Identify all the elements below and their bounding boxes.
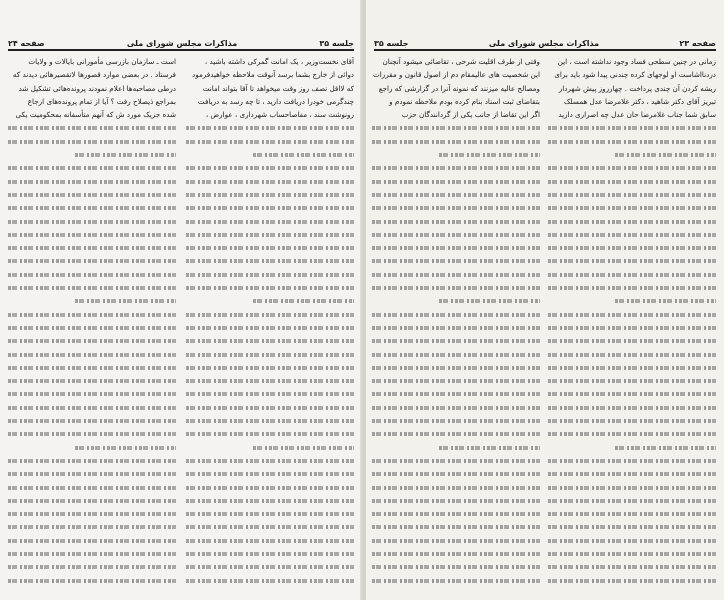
illegible-text-line bbox=[8, 441, 176, 454]
illegible-text-line bbox=[186, 215, 354, 228]
page-header bbox=[374, 34, 716, 48]
illegible-text-line bbox=[186, 427, 354, 440]
illegible-text-line bbox=[548, 560, 716, 573]
illegible-text-line bbox=[372, 387, 540, 400]
text-line: بتقاضای ثبت اسناد بنام کرده بودم ملاحظه نمودم و bbox=[389, 96, 540, 106]
illegible-text-line bbox=[548, 334, 716, 347]
page-header bbox=[8, 34, 354, 48]
illegible-text-line bbox=[186, 454, 354, 467]
illegible-text-line bbox=[186, 241, 354, 254]
header-rule bbox=[8, 49, 354, 51]
illegible-text-line bbox=[548, 427, 716, 440]
illegible-text-line bbox=[548, 441, 716, 454]
illegible-text-line bbox=[186, 507, 354, 520]
illegible-text-line bbox=[372, 215, 540, 228]
illegible-text-line bbox=[372, 281, 540, 294]
text-line: ومصالح عالیه میزنند که نمونه آنرا در گزارشی که راجع bbox=[378, 83, 540, 93]
illegible-text-line bbox=[186, 481, 354, 494]
text-line: چندگرمی خودرا دریافت دارید ، تا چه رسد به دریافت bbox=[197, 96, 354, 106]
illegible-text-line bbox=[372, 268, 540, 281]
illegible-text-line bbox=[186, 520, 354, 533]
illegible-text-line bbox=[186, 308, 354, 321]
illegible-text-line bbox=[372, 175, 540, 188]
text-column-right bbox=[186, 55, 354, 587]
illegible-text-line bbox=[372, 427, 540, 440]
illegible-text-line bbox=[8, 467, 176, 480]
illegible-text-line bbox=[372, 374, 540, 387]
text-line: است ـ سازمان بازرسی مأمورانی بایالات و ولایات bbox=[28, 57, 176, 66]
illegible-text-line bbox=[186, 467, 354, 480]
illegible-text-line bbox=[8, 481, 176, 494]
illegible-text-line bbox=[372, 494, 540, 507]
text-line: دوائی از خارج بشما برسد آنوقت ملاحظه خواهیدفرمود bbox=[192, 70, 354, 80]
illegible-text-line bbox=[372, 547, 540, 560]
text-column-left bbox=[372, 55, 540, 587]
illegible-text-line bbox=[372, 534, 540, 547]
illegible-text-line bbox=[548, 121, 716, 134]
illegible-text-line bbox=[8, 401, 176, 414]
illegible-text-line bbox=[372, 467, 540, 480]
illegible-text-line bbox=[372, 574, 540, 587]
text-line: شده جزیک مورد ش که آنهم متأسفانه بمحکومیت یکی bbox=[15, 110, 176, 120]
text-line: وقتی از طرف اقلیت شرحی ، تقاضائی میشود آنچنان bbox=[382, 57, 540, 66]
illegible-text-line bbox=[8, 201, 176, 214]
text-line: بمراجع ذیصلاح رفت ؟ آیا از تمام پرونده‌های ارجاع bbox=[27, 96, 176, 106]
text-line: زمانی در چنین سطحی فساد وجود نداشته است ، این bbox=[557, 57, 716, 66]
illegible-text-line bbox=[548, 268, 716, 281]
illegible-text-line bbox=[372, 507, 540, 520]
illegible-text-line bbox=[548, 308, 716, 321]
illegible-text-line bbox=[372, 334, 540, 347]
illegible-text-line bbox=[372, 361, 540, 374]
illegible-text-line bbox=[186, 374, 354, 387]
illegible-text-line bbox=[8, 148, 176, 161]
illegible-text-line bbox=[548, 215, 716, 228]
illegible-text-line bbox=[186, 135, 354, 148]
illegible-text-line bbox=[548, 414, 716, 427]
illegible-text-line bbox=[372, 201, 540, 214]
right-page bbox=[366, 0, 724, 600]
illegible-text-line bbox=[8, 507, 176, 520]
illegible-text-line bbox=[548, 574, 716, 587]
illegible-text-line bbox=[186, 441, 354, 454]
illegible-text-line bbox=[372, 228, 540, 241]
illegible-text-line bbox=[186, 188, 354, 201]
illegible-text-line bbox=[186, 121, 354, 134]
illegible-text-line bbox=[8, 427, 176, 440]
illegible-text-line bbox=[548, 175, 716, 188]
illegible-text-line bbox=[186, 148, 354, 161]
illegible-text-line bbox=[8, 135, 176, 148]
illegible-text-line bbox=[548, 494, 716, 507]
illegible-text-line bbox=[548, 321, 716, 334]
text-line: آقای نخست‌وزیر ، یک امانت گمرکی داشته باشید ، bbox=[204, 57, 354, 66]
illegible-text-line bbox=[186, 334, 354, 347]
illegible-text-line bbox=[548, 281, 716, 294]
text-line: ریشه کردن آن چندی پرداخت . چهارروز پیش شهردار bbox=[558, 83, 716, 93]
text-line: فرستاد . در بعضی موارد قصورها لاتقصیرهائی دیدند که bbox=[12, 70, 176, 80]
illegible-text-line bbox=[186, 294, 354, 307]
running-title: مذاکرات مجلس شورای ملی bbox=[126, 39, 238, 48]
illegible-text-line bbox=[186, 321, 354, 334]
illegible-text-line bbox=[548, 454, 716, 467]
illegible-text-line bbox=[372, 121, 540, 134]
illegible-text-line bbox=[186, 161, 354, 174]
illegible-text-line bbox=[186, 361, 354, 374]
illegible-text-line bbox=[372, 148, 540, 161]
illegible-text-line bbox=[186, 201, 354, 214]
illegible-text-line bbox=[548, 481, 716, 494]
illegible-text-line bbox=[186, 560, 354, 573]
illegible-text-line bbox=[372, 454, 540, 467]
illegible-text-line bbox=[8, 308, 176, 321]
illegible-text-line bbox=[186, 401, 354, 414]
illegible-text-line bbox=[548, 348, 716, 361]
illegible-text-line bbox=[8, 534, 176, 547]
illegible-text-line bbox=[8, 348, 176, 361]
session-number: جلسه ۳۵ bbox=[374, 39, 409, 48]
illegible-text-line bbox=[8, 494, 176, 507]
illegible-text-line bbox=[372, 161, 540, 174]
illegible-text-line bbox=[186, 414, 354, 427]
illegible-text-line bbox=[372, 135, 540, 148]
illegible-text-line bbox=[372, 254, 540, 267]
illegible-text-line bbox=[186, 268, 354, 281]
illegible-text-line bbox=[548, 161, 716, 174]
text-line: دردنااشاست او لوجهای کرده چندنی پیدا شود باید برای bbox=[554, 70, 716, 80]
illegible-text-line bbox=[8, 321, 176, 334]
illegible-text-line bbox=[186, 534, 354, 547]
session-number: جلسه ۳۵ bbox=[319, 39, 354, 48]
illegible-text-line bbox=[8, 121, 176, 134]
illegible-text-line bbox=[8, 294, 176, 307]
illegible-text-line bbox=[548, 387, 716, 400]
illegible-text-line bbox=[372, 321, 540, 334]
illegible-text-line bbox=[548, 520, 716, 533]
illegible-text-line bbox=[372, 348, 540, 361]
illegible-text-line bbox=[8, 574, 176, 587]
illegible-text-line bbox=[548, 241, 716, 254]
illegible-text-line bbox=[8, 268, 176, 281]
illegible-text-line bbox=[8, 387, 176, 400]
illegible-text-line bbox=[8, 281, 176, 294]
illegible-text-line bbox=[372, 481, 540, 494]
illegible-text-line bbox=[548, 294, 716, 307]
illegible-text-line bbox=[8, 175, 176, 188]
illegible-text-line bbox=[8, 454, 176, 467]
text-column-right bbox=[548, 55, 716, 587]
illegible-text-line bbox=[372, 414, 540, 427]
illegible-text-line bbox=[186, 547, 354, 560]
text-column-left bbox=[8, 55, 176, 587]
illegible-text-line bbox=[548, 467, 716, 480]
illegible-text-line bbox=[372, 294, 540, 307]
illegible-text-line bbox=[548, 135, 716, 148]
header-rule bbox=[374, 49, 716, 51]
illegible-text-line bbox=[548, 534, 716, 547]
illegible-text-line bbox=[8, 241, 176, 254]
illegible-text-line bbox=[8, 547, 176, 560]
illegible-text-line bbox=[548, 228, 716, 241]
illegible-text-line bbox=[8, 254, 176, 267]
text-line: سابق شما جناب غلامرضا حان عدل چه اصراری دارید bbox=[558, 110, 716, 120]
illegible-text-line bbox=[8, 215, 176, 228]
illegible-text-line bbox=[8, 560, 176, 573]
illegible-text-line bbox=[186, 228, 354, 241]
illegible-text-line bbox=[548, 201, 716, 214]
illegible-text-line bbox=[186, 348, 354, 361]
illegible-text-line bbox=[548, 374, 716, 387]
illegible-text-line bbox=[372, 241, 540, 254]
illegible-text-line bbox=[186, 254, 354, 267]
illegible-text-line bbox=[8, 520, 176, 533]
illegible-text-line bbox=[372, 560, 540, 573]
running-title: مذاکرات مجلس شورای ملی bbox=[488, 39, 600, 48]
illegible-text-line bbox=[372, 401, 540, 414]
illegible-text-line bbox=[8, 334, 176, 347]
illegible-text-line bbox=[186, 281, 354, 294]
illegible-text-line bbox=[372, 520, 540, 533]
illegible-text-line bbox=[8, 374, 176, 387]
illegible-text-line bbox=[8, 414, 176, 427]
illegible-text-line bbox=[548, 507, 716, 520]
illegible-text-line bbox=[186, 387, 354, 400]
illegible-text-line bbox=[372, 308, 540, 321]
page-number: صفحه ۲۴ bbox=[8, 39, 45, 48]
illegible-text-line bbox=[548, 547, 716, 560]
illegible-text-line bbox=[186, 494, 354, 507]
illegible-text-line bbox=[548, 401, 716, 414]
text-line: درطی مصاحبه‌ها اعلام نمودند پرونده‌هائی تشکیل شد bbox=[18, 83, 176, 93]
illegible-text-line bbox=[548, 254, 716, 267]
illegible-text-line bbox=[548, 361, 716, 374]
text-line: رونوشت سند ، مفاصاحساب شهرداری ، عوارض ، bbox=[205, 110, 354, 120]
text-line: تبریز آقای دکتر شاهید ، دکتر غلامرضا عدل همسلک bbox=[563, 96, 716, 106]
text-line: این شخصیت های عالیمقام دم از اصول قانون و مقررات bbox=[373, 70, 540, 80]
illegible-text-line bbox=[186, 574, 354, 587]
illegible-text-line bbox=[8, 228, 176, 241]
illegible-text-line bbox=[8, 161, 176, 174]
illegible-text-line bbox=[548, 188, 716, 201]
illegible-text-line bbox=[8, 361, 176, 374]
text-line: اگر این تقاضا از جانب یکی از گردانندگان حزب bbox=[401, 110, 540, 120]
page-number: صفحه ۲۳ bbox=[679, 39, 716, 48]
text-line: که لااقل نصف روز وقت میخواهد تا آقا بتواند امانت bbox=[202, 83, 354, 93]
illegible-text-line bbox=[548, 148, 716, 161]
illegible-text-line bbox=[8, 188, 176, 201]
illegible-text-line bbox=[372, 188, 540, 201]
illegible-text-line bbox=[372, 441, 540, 454]
illegible-text-line bbox=[186, 175, 354, 188]
